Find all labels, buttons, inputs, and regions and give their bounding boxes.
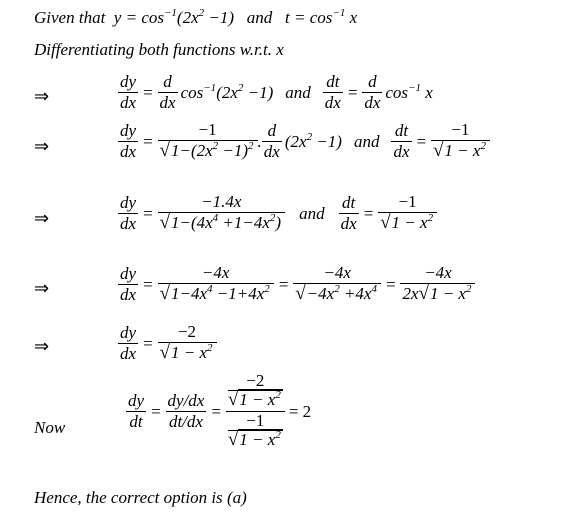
final-result: = 2 (288, 401, 312, 421)
implies-arrow: ⇒ (34, 136, 50, 157)
and-word: and (285, 82, 311, 102)
dy-dx-fraction: $\frac{dy}{dx}$ (120, 121, 137, 161)
implies-arrow: ⇒ (34, 208, 50, 229)
conclusion-text: Hence, the correct option is (34, 488, 223, 507)
d-dx-operator: $\frac{d}{dx}$ (263, 121, 280, 161)
differentiating-statement: Differentiating both functions w.r.t. x (34, 40, 284, 59)
step1-equation: $\frac{dy}{dx}$ = $\frac{d}{dx}$ $\cos^{-1}(2x^2 -1)$ and $\frac{dt}{dx}$ = $\frac{d}{dx}$ $\cos^{-1} x$ (120, 72, 433, 112)
and-word: and (299, 203, 325, 223)
y-definition: $y = \cos^{-1}(2x^2 -1)$ (113, 7, 235, 27)
dy-dx-fraction: $\frac{dy}{dx}$ (120, 72, 137, 112)
step5-fraction: $\frac{-2}{√1 - x^2}$ (158, 322, 217, 365)
dt-dx-fraction: $\frac{dt}{dx}$ (340, 193, 357, 233)
implies-arrow: ⇒ (34, 336, 50, 357)
dy-dx-fraction: $\frac{dy}{dx}$ (120, 193, 137, 233)
dt-dx-result: $\frac{-1}{√1 - x^2}$ (378, 192, 437, 235)
implies-arrow: ⇒ (34, 86, 50, 107)
and-word: and (246, 8, 273, 27)
d-dx-operator: $\frac{d}{dx}$ (364, 72, 381, 112)
dt-dx-fraction: $\frac{dt}{dx}$ (393, 121, 410, 161)
correct-option: (a) (226, 488, 247, 507)
step4-fraction-3: $\frac{-4x}{2x√1 - x^2}$ (400, 263, 475, 306)
dy-dt-fraction: $\frac{dy}{dt}$ (128, 391, 145, 431)
implies-arrow: ⇒ (34, 278, 50, 299)
now-label: Now (34, 418, 66, 437)
and-word: and (353, 131, 380, 151)
ratio-fraction: $\frac{dy/dx}{dt/dx}$ (167, 391, 205, 431)
step4-fraction-2: $\frac{-4x}{√-4x^2 +4x^4}$ (293, 263, 381, 306)
step3-equation: $\frac{dy}{dx}$ = $\frac{-1.4x}{√1-(4x^4 +1-4x^2)}$ and $\frac{dt}{dx}$ = $\frac{-1}{√1 - x^2}$ (118, 192, 437, 235)
d-dx-operator: $\frac{d}{dx}$ (159, 72, 176, 112)
step5-equation: $\frac{dy}{dx}$ = $\frac{-2}{√1 - x^2}$ (118, 322, 217, 365)
step2-equation: $\frac{dy}{dx}$ = $\frac{-1}{√1-(2x^2 -1)^2}$ . $\frac{d}{dx}$ $(2x^2 -1)$ and $\frac{dt}{dx}$ = $\frac{-1}{√1 - x^2}$ (118, 120, 490, 163)
step4-equation: $\frac{dy}{dx}$ = $\frac{-4x}{√1-4x^4 -1+4x^2}$ = $\frac{-4x}{√-4x^2 +4x^4}$ = $\frac{-4x}{2x√1 - x^2}$ (118, 263, 475, 306)
dy-dx-fraction: $\frac{dy}{dx}$ (120, 323, 137, 363)
step4-fraction-1: $\frac{-4x}{√1-4x^4 -1+4x^2}$ (158, 263, 274, 306)
dt-dx-result: $\frac{-1}{√1 - x^2}$ (431, 120, 490, 163)
given-label: Given that (34, 8, 106, 27)
step3-main-fraction: $\frac{-1.4x}{√1-(4x^4 +1-4x^2)}$ (158, 192, 286, 235)
given-statement (34, 8, 357, 28)
dt-dx-fraction: $\frac{dt}{dx}$ (324, 72, 341, 112)
conclusion (34, 488, 247, 508)
step2-main-fraction: $\frac{-1}{√1-(2x^2 -1)^2}$ (158, 120, 258, 163)
dy-dx-fraction: $\frac{dy}{dx}$ (120, 264, 137, 304)
now-equation: $\frac{dy}{dt}$ = $\frac{dy/dx}{dt/dx}$ = −2 $√1 - x^2$ −1 $√1 - x^2$ = 2 (126, 372, 315, 451)
t-definition: $t = \cos^{-1} x$ (285, 7, 358, 27)
compound-fraction: −2 $√1 - x^2$ −1 $√1 - x^2$ (226, 372, 285, 451)
